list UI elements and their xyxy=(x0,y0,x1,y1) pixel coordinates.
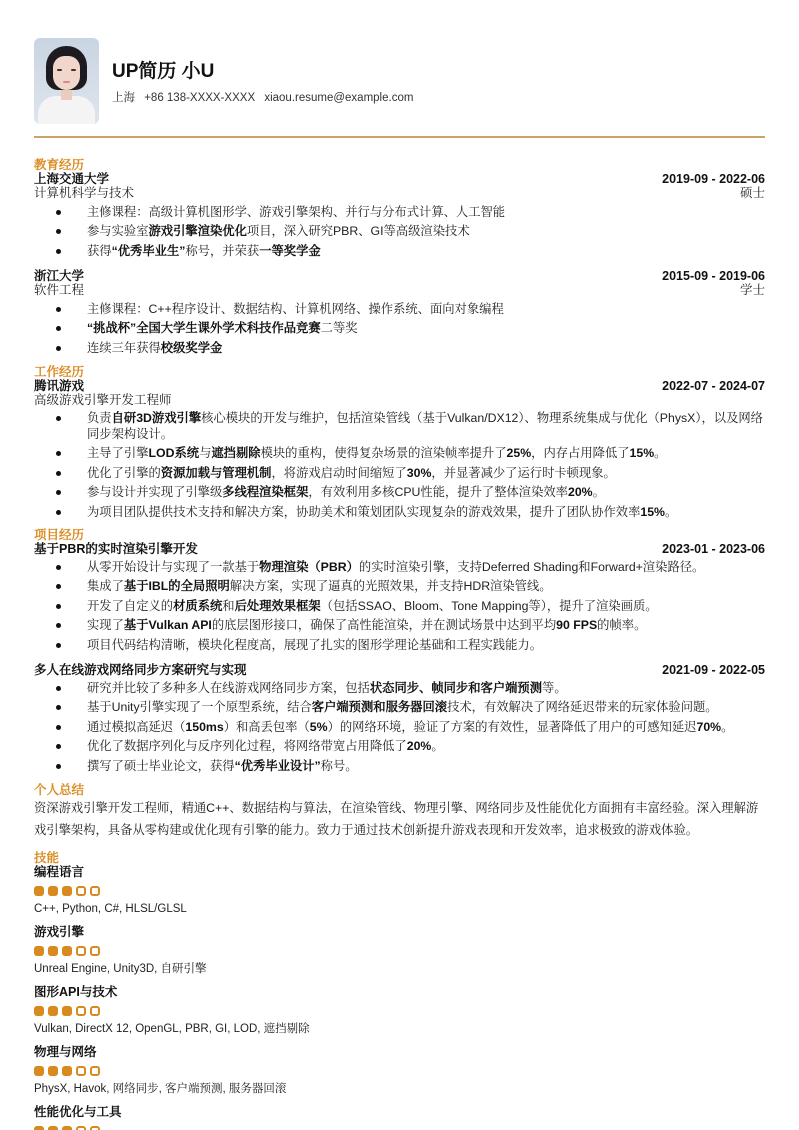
contact-line xyxy=(112,91,419,107)
project-entry xyxy=(34,663,765,774)
company-name: 腾讯游戏 xyxy=(34,378,85,393)
rating-empty-icon xyxy=(90,1006,100,1016)
bullet-item: 从零开始设计与实现了一款基于物理渲染（PBR）的实时渲染引擎，支持Deferred Shading和Forward+渲染路径。 xyxy=(34,559,765,575)
rating-filled-icon xyxy=(48,1066,58,1076)
bullet-item: 连续三年获得校级奖学金 xyxy=(34,340,765,356)
skill-rating xyxy=(34,1006,765,1016)
skill-rating xyxy=(34,1066,765,1076)
work-entry xyxy=(34,379,765,520)
profile-photo xyxy=(34,38,99,124)
skill-item xyxy=(34,985,765,1036)
skill-name: 游戏引擎 xyxy=(34,924,85,939)
rating-empty-icon xyxy=(76,946,86,956)
skill-details: Unreal Engine, Unity3D, 自研引擎 xyxy=(34,962,207,975)
rating-empty-icon xyxy=(76,886,86,896)
bullet-item: 通过模拟高延迟（150ms）和高丢包率（5%）的网络环境，验证了方案的有效性，显著降低了用户的可感知延迟70%。 xyxy=(34,719,765,735)
skill-rating xyxy=(34,886,765,896)
job-role: 高级游戏引擎开发工程师 xyxy=(34,392,172,407)
skill-details: C++, Python, C#, HLSL/GLSL xyxy=(34,902,187,915)
rating-empty-icon xyxy=(76,1006,86,1016)
candidate-name: UP简历 小U xyxy=(112,61,215,83)
education-entry xyxy=(34,172,765,259)
skill-rating xyxy=(34,946,765,956)
skill-item xyxy=(34,925,765,976)
bullet-item: 参与设计并实现了引擎级多线程渲染框架，有效利用多核CPU性能，提升了整体渲染效率20%。 xyxy=(34,484,765,500)
header-info xyxy=(112,55,419,106)
bullet-item: 主导了引擎LOD系统与遮挡剔除模块的重构，使得复杂场景的渲染帧率提升了25%，内存占用降低了15%。 xyxy=(34,445,765,461)
bullet-item: 开发了自定义的材质系统和后处理效果框架（包括SSAO、Bloom、Tone Mapping等），提升了渲染画质。 xyxy=(34,598,765,614)
project-name: 基于PBR的实时渲染引擎开发 xyxy=(34,541,198,556)
bullet-item: 优化了数据序列化与反序列化过程，将网络带宽占用降低了20%。 xyxy=(34,738,765,754)
bullet-item: 负责自研3D游戏引擎核心模块的开发与维护，包括渲染管线（基于Vulkan/DX12）、物理系统集成与优化（PhysX），以及网络同步架构设计。 xyxy=(34,410,765,442)
degree: 学士 xyxy=(739,282,765,297)
projects-section xyxy=(34,528,765,774)
major: 软件工程 xyxy=(34,282,85,297)
skill-name: 性能优化与工具 xyxy=(34,1104,122,1119)
skills-list xyxy=(34,865,765,1130)
bullet-item: 参与实验室游戏引擎渲染优化项目，深入研究PBR、GI等高级渲染技术 xyxy=(34,223,765,239)
bullet-item: 研究并比较了多种多人在线游戏网络同步方案，包括状态同步、帧同步和客户端预测等。 xyxy=(34,680,765,696)
bullet-list xyxy=(34,410,765,520)
rating-empty-icon xyxy=(76,1066,86,1076)
resume-header xyxy=(34,0,765,128)
bullet-item: 实现了基于Vulkan API的底层图形接口，确保了高性能渲染，并在测试场景中达到平均90 FPS的帧率。 xyxy=(34,617,765,633)
summary-section xyxy=(34,783,765,841)
section-title: 技能 xyxy=(34,850,60,865)
entry-dates: 2019-09 - 2022-06 xyxy=(662,171,765,186)
section-title: 个人总结 xyxy=(34,782,85,797)
bullet-item: “挑战杯”全国大学生课外学术科技作品竞赛二等奖 xyxy=(34,320,765,336)
skill-rating xyxy=(34,1126,765,1130)
rating-filled-icon xyxy=(48,946,58,956)
rating-empty-icon xyxy=(90,946,100,956)
rating-filled-icon xyxy=(48,1006,58,1016)
education-entry xyxy=(34,269,765,356)
education-section xyxy=(34,158,765,356)
bullet-item: 撰写了硕士毕业论文，获得“优秀毕业设计”称号。 xyxy=(34,758,765,774)
bullet-list xyxy=(34,204,765,259)
section-title: 项目经历 xyxy=(34,527,85,542)
section-title: 教育经历 xyxy=(34,157,85,172)
section-title: 工作经历 xyxy=(34,364,85,379)
rating-empty-icon xyxy=(90,1126,100,1130)
rating-filled-icon xyxy=(62,1006,72,1016)
skill-name: 编程语言 xyxy=(34,864,85,879)
rating-filled-icon xyxy=(48,1126,58,1130)
contact-phone: +86 138-XXXX-XXXX xyxy=(144,92,256,105)
entry-dates: 2015-09 - 2019-06 xyxy=(662,268,765,283)
rating-filled-icon xyxy=(62,1126,72,1130)
school-name: 上海交通大学 xyxy=(34,171,110,186)
rating-empty-icon xyxy=(76,1126,86,1130)
major: 计算机科学与技术 xyxy=(34,185,135,200)
skills-section xyxy=(34,851,765,1130)
summary-text: 资深游戏引擎开发工程师，精通C++、数据结构与算法，在渲染管线、物理引擎、网络同步及性能优化方面拥有丰富经验。深入理解游戏引擎架构，具备从零构建或优化现有引擎的能力。致力于通过技术创新提升游戏表现和开发效率，追求极致的游戏体验。 xyxy=(34,800,759,837)
bullet-item: 为项目团队提供技术支持和解决方案，协助美术和策划团队实现复杂的游戏效果，提升了团队协作效率15%。 xyxy=(34,504,765,520)
skill-details: PhysX, Havok, 网络同步, 客户端预测, 服务器回滚 xyxy=(34,1082,287,1095)
skill-name: 图形API与技术 xyxy=(34,984,118,999)
bullet-list xyxy=(34,680,765,774)
contact-city: 上海 xyxy=(112,92,135,105)
header-divider xyxy=(34,136,765,138)
school-name: 浙江大学 xyxy=(34,268,85,283)
rating-filled-icon xyxy=(34,1066,44,1076)
rating-empty-icon xyxy=(90,886,100,896)
bullet-item: 集成了基于IBL的全局照明解决方案，实现了逼真的光照效果，并支持HDR渲染管线。 xyxy=(34,578,765,594)
project-entry xyxy=(34,542,765,653)
entry-dates: 2022-07 - 2024-07 xyxy=(662,378,765,393)
rating-filled-icon xyxy=(34,946,44,956)
project-name: 多人在线游戏网络同步方案研究与实现 xyxy=(34,662,247,677)
degree: 硕士 xyxy=(739,185,765,200)
rating-filled-icon xyxy=(34,1126,44,1130)
skill-item xyxy=(34,1105,765,1130)
skill-details: Vulkan, DirectX 12, OpenGL, PBR, GI, LOD, 遮挡剔除 xyxy=(34,1022,310,1035)
rating-filled-icon xyxy=(62,1066,72,1076)
skill-name: 物理与网络 xyxy=(34,1044,97,1059)
bullet-item: 优化了引擎的资源加载与管理机制，将游戏启动时间缩短了30%，并显著减少了运行时卡顿现象。 xyxy=(34,465,765,481)
entry-dates: 2023-01 - 2023-06 xyxy=(662,541,765,556)
bullet-item: 主修课程：C++程序设计、数据结构、计算机网络、操作系统、面向对象编程 xyxy=(34,301,765,317)
rating-empty-icon xyxy=(90,1066,100,1076)
bullet-item: 主修课程：高级计算机图形学、游戏引擎架构、并行与分布式计算、人工智能 xyxy=(34,204,765,220)
rating-filled-icon xyxy=(34,1006,44,1016)
rating-filled-icon xyxy=(48,886,58,896)
rating-filled-icon xyxy=(62,946,72,956)
skill-item xyxy=(34,865,765,916)
contact-email[interactable]: xiaou.resume@example.com xyxy=(264,92,414,105)
rating-filled-icon xyxy=(62,886,72,896)
rating-filled-icon xyxy=(34,886,44,896)
bullet-list xyxy=(34,301,765,356)
work-section xyxy=(34,365,765,520)
bullet-item: 获得“优秀毕业生”称号，并荣获一等奖学金 xyxy=(34,243,765,259)
bullet-list xyxy=(34,559,765,653)
bullet-item: 项目代码结构清晰，模块化程度高，展现了扎实的图形学理论基础和工程实践能力。 xyxy=(34,637,765,653)
bullet-item: 基于Unity引擎实现了一个原型系统，结合客户端预测和服务器回滚技术，有效解决了网络延迟带来的玩家体验问题。 xyxy=(34,699,765,715)
skill-item xyxy=(34,1045,765,1096)
entry-dates: 2021-09 - 2022-05 xyxy=(662,662,765,677)
